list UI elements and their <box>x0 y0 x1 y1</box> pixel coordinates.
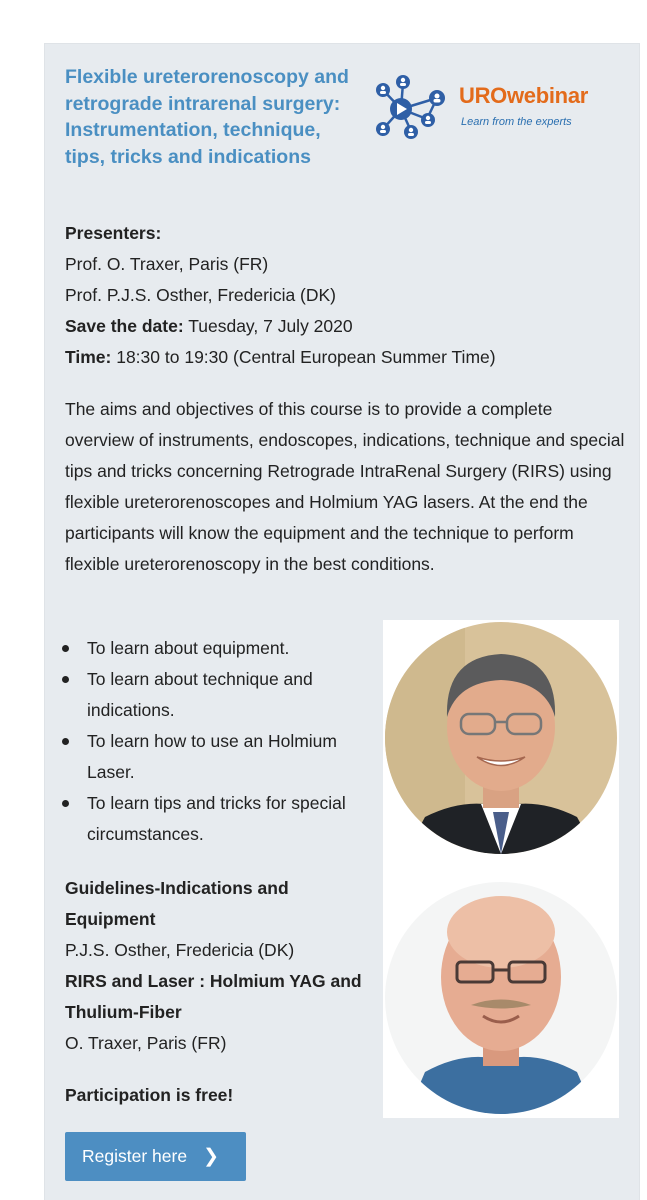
topic-speaker: O. Traxer, Paris (FR) <box>65 1033 227 1053</box>
logo-tagline: Learn from the experts <box>461 116 572 128</box>
register-label: Register here <box>82 1146 188 1166</box>
topic-title: RIRS and Laser : Holmium YAG and Thulium-Fiber <box>65 971 362 1022</box>
logo-name: UROwebinar <box>459 83 589 108</box>
webinar-title: Flexible ureterorenoscopy and retrograde intrarenal surgery: Instrumentation, technique, tips, tricks and indications <box>65 66 349 168</box>
objective-text: To learn about technique and indications. <box>87 669 313 720</box>
bullet-dot <box>62 676 69 683</box>
webinar-card <box>45 44 639 1200</box>
time-line <box>65 342 625 373</box>
presenter-photo-osther <box>385 882 617 1114</box>
time-value: 18:30 to 19:30 (Central European Summer Time) <box>111 347 496 367</box>
course-aims: The aims and objectives of this course is to provide a complete overview of instruments, endoscopes, indications, technique and special tips and tricks concerning Retrograde IntraRenal Surgery (RIRS) using flexible ureterorenoscopes and Holmium YAG lasers. At the end the participants will know the equipment and the technique to perform flexible ureterorenoscopy in the best conditions. <box>65 399 625 574</box>
objective-text: To learn about equipment. <box>87 638 290 658</box>
topic-speaker: P.J.S. Osther, Fredericia (DK) <box>65 940 295 960</box>
participation-note: Participation is free! <box>65 1085 234 1105</box>
list-item <box>65 664 365 726</box>
list-item <box>65 633 365 664</box>
bullet-dot <box>62 645 69 652</box>
save-date-value: Tuesday, 7 July 2020 <box>183 316 353 336</box>
network-people-play-icon <box>371 71 455 143</box>
objective-text: To learn tips and tricks for special circumstances. <box>87 793 346 844</box>
chevron-right-icon: ❯ <box>203 1146 219 1167</box>
bullet-dot <box>62 800 69 807</box>
list-item <box>65 726 365 788</box>
list-item <box>65 788 365 850</box>
presenter-photo-traxer <box>385 622 617 854</box>
bullet-dot <box>62 738 69 745</box>
presenters-label: Presenters: <box>65 223 162 243</box>
presenter-2: Prof. P.J.S. Osther, Fredericia (DK) <box>65 285 337 305</box>
presenter-1: Prof. O. Traxer, Paris (FR) <box>65 254 269 274</box>
program-topics <box>65 873 365 1059</box>
save-date-line <box>65 311 625 342</box>
time-label: Time: <box>65 347 112 367</box>
event-info <box>65 218 625 373</box>
topic-title: Guidelines-Indications and Equipment <box>65 878 289 929</box>
save-date-label: Save the date: <box>65 316 184 336</box>
objective-text: To learn how to use an Holmium Laser. <box>87 731 337 782</box>
presenter-photos <box>383 620 619 1118</box>
objectives-list <box>65 633 365 850</box>
register-button[interactable] <box>65 1132 246 1181</box>
urowebinar-logo <box>371 71 621 143</box>
